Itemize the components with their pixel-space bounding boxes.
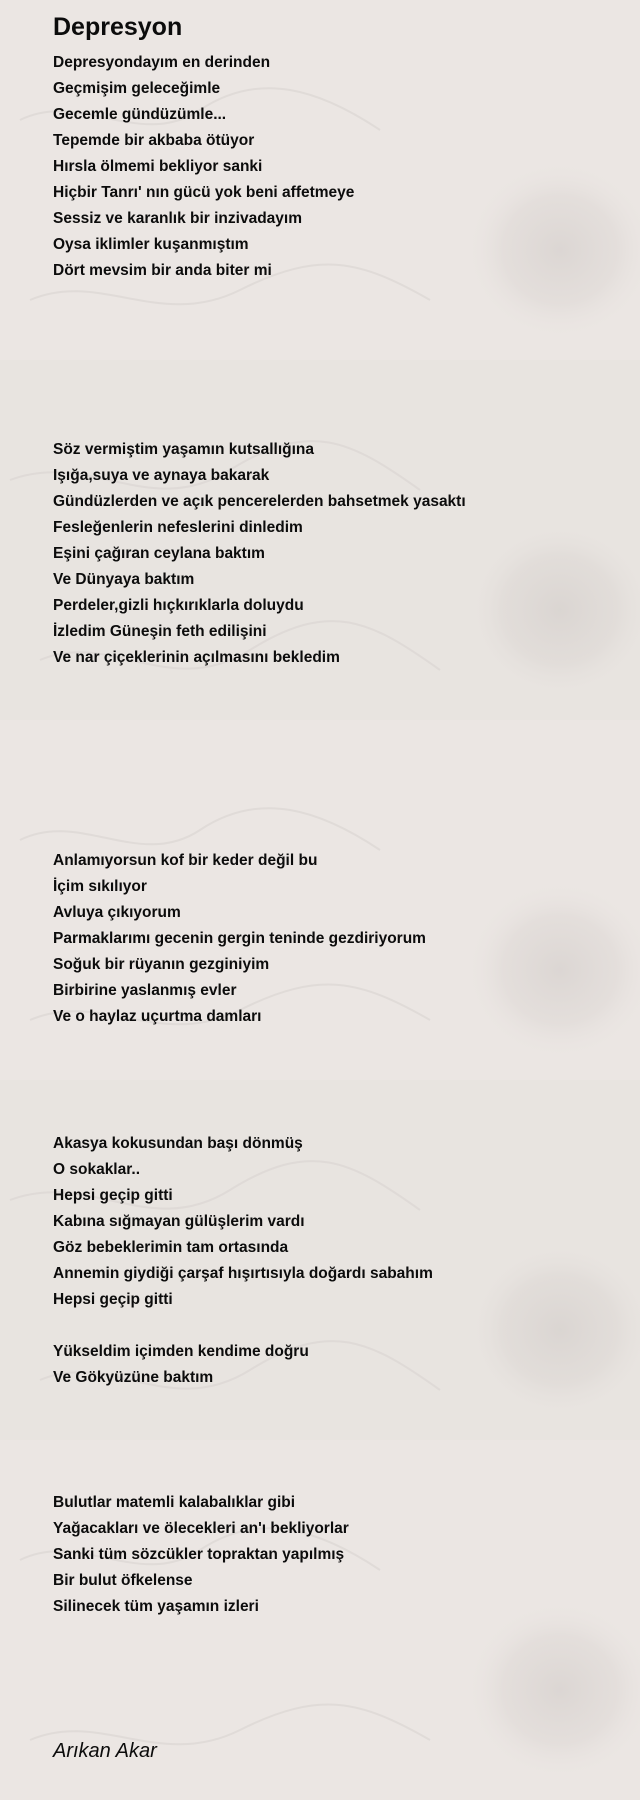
poem-line: Hepsi geçip gitti (53, 1187, 173, 1204)
stanza-4 (53, 1131, 433, 1391)
poem-line: Soğuk bir rüyanın gezginiyim (53, 956, 270, 973)
poem-line: Dört mevsim bir anda biter mi (53, 262, 272, 279)
poem-line: İzledim Güneşin feth edilişini (53, 623, 267, 640)
blank-line (53, 1313, 433, 1339)
poem-line: Gecemle gündüzümle... (53, 106, 227, 123)
poem-line: Bulutlar matemli kalabalıklar gibi (53, 1494, 296, 1511)
poem-line: Bir bulut öfkelense (53, 1572, 193, 1589)
poem-line: Avluya çıkıyorum (53, 904, 181, 921)
author-name: Arıkan Akar (53, 1740, 157, 1762)
poem-line: Fesleğenlerin nefeslerini dinledim (53, 519, 303, 536)
poem-line: Ve Gökyüzüne baktım (53, 1369, 214, 1386)
poem-line: Yağacakları ve ölecekleri an'ı bekliyorlar (53, 1520, 349, 1537)
poem-line: Kabına sığmayan gülüşlerim vardı (53, 1213, 305, 1230)
poem-line: Geçmişim geleceğimle (53, 80, 221, 97)
poem-line: Perdeler,gizli hıçkırıklarla doluydu (53, 597, 304, 614)
poem-line: Söz vermiştim yaşamın kutsallığına (53, 441, 315, 458)
poem-line: Eşini çağıran ceylana baktım (53, 545, 265, 562)
poem-line: Tepemde bir akbaba ötüyor (53, 132, 255, 149)
poem-line: İçim sıkılıyor (53, 878, 147, 895)
poem-line: Birbirine yaslanmış evler (53, 982, 237, 999)
poem-line: Ve Dünyaya baktım (53, 571, 195, 588)
poem-line: Ve o haylaz uçurtma damları (53, 1008, 262, 1025)
poem-line: Yükseldim içimden kendime doğru (53, 1343, 309, 1360)
poem-line: Oysa iklimler kuşanmıştım (53, 236, 249, 253)
poem-line: Hırsla ölmemi bekliyor sanki (53, 158, 263, 175)
poem-line: Akasya kokusundan başı dönmüş (53, 1135, 303, 1152)
stanza-5 (53, 1490, 349, 1620)
poem-line: Sessiz ve karanlık bir inzivadayım (53, 210, 302, 227)
poem-line: Depresyondayım en derinden (53, 54, 271, 71)
poem-line: Anlamıyorsun kof bir keder değil bu (53, 852, 318, 869)
stanza-1 (53, 50, 354, 284)
poem-line: O sokaklar.. (53, 1161, 141, 1178)
poem-line: Sanki tüm sözcükler topraktan yapılmış (53, 1546, 345, 1563)
poem-line: Gündüzlerden ve açık pencerelerden bahsetmek yasaktı (53, 493, 466, 510)
stanza-3 (53, 848, 426, 1030)
poem-line: Ve nar çiçeklerinin açılmasını bekledim (53, 649, 340, 666)
poem-line: Işığa,suya ve aynaya bakarak (53, 467, 270, 484)
poem-line: Silinecek tüm yaşamın izleri (53, 1598, 259, 1615)
poem-line: Hiçbir Tanrı' nın gücü yok beni affetmeye (53, 184, 355, 201)
poem-line: Hepsi geçip gitti (53, 1291, 173, 1308)
stanza-2 (53, 437, 466, 671)
poem-line: Göz bebeklerimin tam ortasında (53, 1239, 289, 1256)
poem-line: Parmaklarımı gecenin gergin teninde gezdiriyorum (53, 930, 426, 947)
poem-title: Depresyon (53, 13, 183, 41)
poem-line: Annemin giydiği çarşaf hışırtısıyla doğardı sabahım (53, 1265, 433, 1282)
